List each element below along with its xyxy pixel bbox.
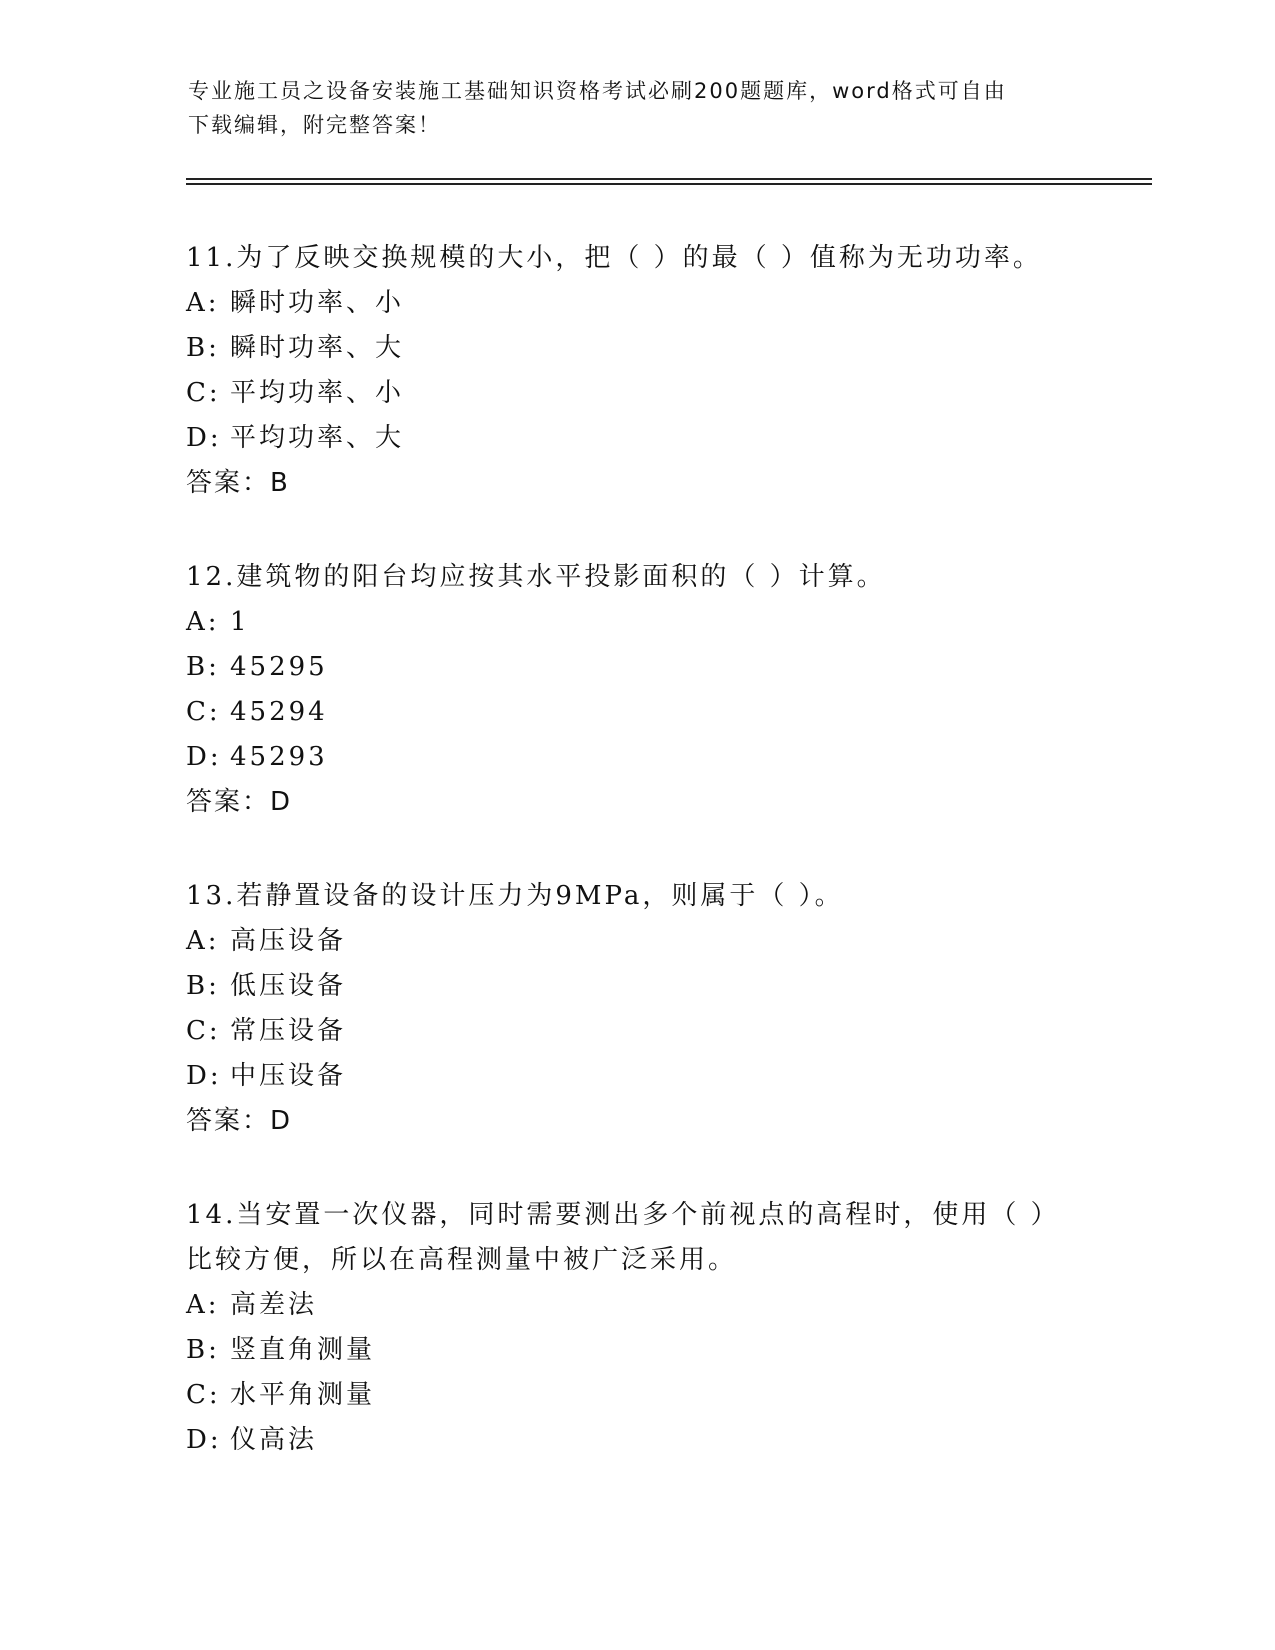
question-stem [186, 1193, 1066, 1283]
option-c [186, 371, 1066, 416]
option-b [186, 1328, 1066, 1373]
option-text: 瞬时功率、大 [230, 333, 405, 363]
option-letter: A: [186, 1290, 220, 1320]
option-text: 45294 [230, 697, 328, 727]
option-b [186, 326, 1066, 371]
option-text: 中压设备 [230, 1061, 347, 1091]
option-c [186, 690, 1066, 735]
option-letter: B: [186, 971, 220, 1001]
option-text: 瞬时功率、小 [230, 288, 405, 318]
option-b [186, 645, 1066, 690]
question-stem: 11.为了反映交换规模的大小，把（ ）的最（ ）值称为无功功率。 [186, 243, 1042, 273]
option-c [186, 1009, 1066, 1054]
question-stem: 12.建筑物的阳台均应按其水平投影面积的（ ）计算。 [186, 562, 886, 592]
option-text: 仪高法 [230, 1425, 318, 1455]
option-letter: C: [186, 697, 221, 727]
option-letter: C: [186, 1380, 221, 1410]
option-d [186, 416, 1066, 461]
option-a [186, 1283, 1066, 1328]
option-d [186, 1054, 1066, 1099]
header-divider-bottom [186, 183, 1152, 185]
option-a [186, 919, 1066, 964]
question-stem: 13.若静置设备的设计压力为9MPa，则属于（ ）。 [186, 881, 844, 911]
question-11 [186, 236, 1066, 506]
header-line-2: 下载编辑，附完整答案！ [188, 113, 441, 137]
option-text: 低压设备 [230, 971, 347, 1001]
option-letter: D: [186, 1061, 222, 1091]
option-text: 平均功率、大 [230, 423, 405, 453]
option-letter: B: [186, 1335, 220, 1365]
option-text: 竖直角测量 [230, 1335, 376, 1365]
option-text: 高压设备 [230, 926, 347, 956]
header-divider-top [186, 178, 1152, 180]
option-letter: A: [186, 926, 220, 956]
option-a [186, 281, 1066, 326]
option-d [186, 735, 1066, 780]
header-line-1: 专业施工员之设备安装施工基础知识资格考试必刷200题题库，word格式可自由 [188, 79, 1007, 103]
option-text: 1 [230, 607, 250, 637]
option-letter: D: [186, 1425, 222, 1455]
answer-line: 答案：D [186, 787, 293, 817]
answer-line: 答案：B [186, 468, 290, 498]
option-text: 高差法 [230, 1290, 318, 1320]
option-text: 45293 [230, 742, 328, 772]
option-letter: B: [186, 333, 220, 363]
option-text: 45295 [230, 652, 328, 682]
question-13 [186, 874, 1066, 1144]
option-b [186, 964, 1066, 1009]
option-letter: C: [186, 1016, 221, 1046]
option-letter: B: [186, 652, 220, 682]
option-d [186, 1418, 1066, 1463]
option-letter: A: [186, 288, 220, 318]
question-14 [186, 1193, 1066, 1463]
option-letter: D: [186, 742, 222, 772]
option-c [186, 1373, 1066, 1418]
document-header [188, 74, 1068, 142]
option-letter: C: [186, 378, 221, 408]
option-letter: D: [186, 423, 222, 453]
answer-line: 答案：D [186, 1106, 293, 1136]
option-text: 平均功率、小 [230, 378, 405, 408]
option-a [186, 600, 1066, 645]
question-stem-line-1: 14.当安置一次仪器，同时需要测出多个前视点的高程时，使用（ ） [186, 1200, 1060, 1230]
option-text: 水平角测量 [230, 1380, 376, 1410]
question-12 [186, 555, 1066, 825]
option-text: 常压设备 [230, 1016, 347, 1046]
option-letter: A: [186, 607, 220, 637]
question-stem-line-2: 比较方便，所以在高程测量中被广泛采用。 [186, 1245, 738, 1275]
